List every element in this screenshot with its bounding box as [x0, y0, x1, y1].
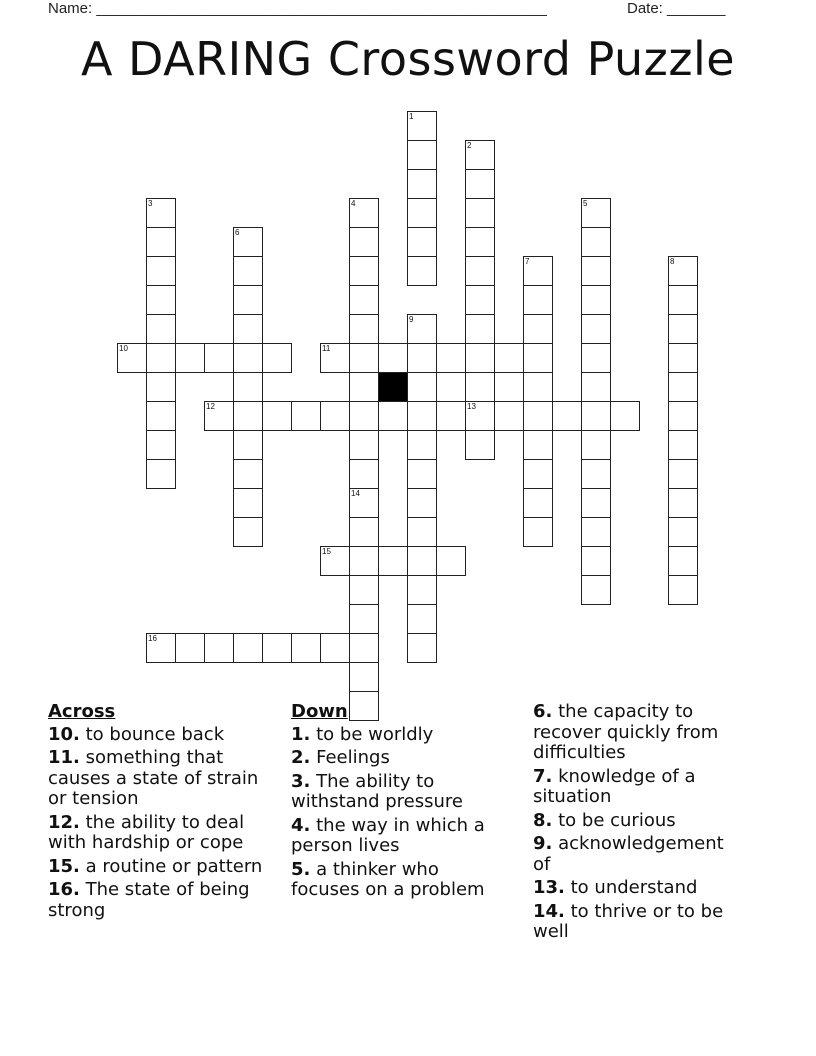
clue-text: something that causes a state of strain or tension [48, 747, 259, 809]
grid-cell[interactable] [581, 314, 611, 344]
clue-text: to bounce back [79, 723, 225, 745]
clue-down-3 [291, 772, 511, 813]
grid-cell[interactable] [581, 517, 611, 547]
grid-cell[interactable] [117, 343, 147, 373]
clue-text: to understand [564, 877, 698, 898]
grid-cell[interactable] [668, 314, 698, 344]
clue-number: 16. [48, 879, 80, 900]
grid-cell[interactable] [262, 343, 292, 373]
clue-number-label: 2 [467, 141, 472, 150]
clue-number-label: 13 [467, 402, 476, 411]
grid-cell[interactable] [407, 372, 437, 402]
grid-cell[interactable] [465, 256, 495, 286]
clue-number-label: 9 [409, 315, 414, 324]
grid-cell[interactable] [320, 401, 350, 431]
grid-cell[interactable] [320, 546, 350, 576]
grid-cell[interactable] [581, 227, 611, 257]
grid-cell[interactable] [233, 633, 263, 663]
grid-cell[interactable] [204, 343, 234, 373]
clue-number-label: 14 [351, 489, 360, 498]
grid-cell[interactable] [523, 314, 553, 344]
grid-cell[interactable] [407, 517, 437, 547]
grid-cell[interactable] [668, 401, 698, 431]
clue-text: the way in which a person lives [291, 814, 485, 856]
grid-cell[interactable] [146, 633, 176, 663]
grid-cell[interactable] [146, 314, 176, 344]
grid-cell[interactable] [523, 430, 553, 460]
clue-number: 15. [48, 855, 80, 877]
grid-cell[interactable] [349, 285, 379, 315]
grid-cell[interactable] [465, 314, 495, 344]
clue-down-2 [291, 748, 511, 769]
clue-text: to be curious [552, 809, 676, 831]
grid-cell[interactable] [407, 169, 437, 199]
grid-cell[interactable] [233, 314, 263, 344]
grid-cell[interactable] [349, 517, 379, 547]
across-clues [48, 702, 278, 924]
clue-down-7 [533, 767, 743, 808]
clue-number-label: 15 [322, 547, 331, 556]
clue-number: 14. [533, 900, 565, 922]
grid-cell[interactable] [233, 401, 263, 431]
grid-cell[interactable] [349, 343, 379, 373]
grid-cell[interactable] [349, 488, 379, 518]
grid-cell[interactable] [523, 372, 553, 402]
clue-number: 10. [48, 723, 80, 745]
grid-cell[interactable] [291, 401, 321, 431]
clue-number: 11. [48, 747, 80, 768]
clue-number-label: 6 [235, 228, 240, 237]
across-heading: Across [48, 701, 116, 722]
grid-cell[interactable] [349, 227, 379, 257]
clue-across-16 [48, 880, 278, 921]
clue-text: the capacity to recover quickly from difficulties [533, 701, 719, 763]
clue-number-label: 16 [148, 634, 157, 643]
grid-cell[interactable] [668, 459, 698, 489]
grid-cell[interactable] [233, 285, 263, 315]
grid-cell[interactable] [349, 256, 379, 286]
grid-cell[interactable] [668, 575, 698, 605]
grid-cell[interactable] [407, 227, 437, 257]
grid-cell[interactable] [233, 430, 263, 460]
grid-cell[interactable] [581, 343, 611, 373]
grid-cell[interactable] [146, 198, 176, 228]
grid-cell[interactable] [523, 285, 553, 315]
grid-cell[interactable] [436, 401, 466, 431]
grid-cell[interactable] [349, 546, 379, 576]
clue-text: the ability to deal with hardship or cope [48, 811, 245, 853]
clue-text: a routine or pattern [79, 855, 263, 877]
clue-number: 8. [533, 809, 553, 831]
grid-cell[interactable] [581, 575, 611, 605]
clue-text: Feelings [310, 747, 390, 768]
clue-number: 3. [291, 770, 311, 792]
grid-cell[interactable] [233, 488, 263, 518]
grid-cell[interactable] [233, 459, 263, 489]
clue-number: 7. [533, 765, 553, 787]
grid-cell[interactable] [523, 459, 553, 489]
grid-cell[interactable] [407, 343, 437, 373]
grid-cell[interactable] [668, 546, 698, 576]
grid-cell[interactable] [668, 372, 698, 402]
grid-cell[interactable] [407, 459, 437, 489]
clue-number-label: 5 [583, 199, 588, 208]
clue-down-4 [291, 816, 511, 857]
grid-cell[interactable] [175, 343, 205, 373]
black-cell [378, 372, 408, 402]
grid-cell[interactable] [349, 372, 379, 402]
grid-cell[interactable] [523, 488, 553, 518]
grid-cell[interactable] [407, 488, 437, 518]
grid-cell[interactable] [581, 372, 611, 402]
grid-cell[interactable] [407, 604, 437, 634]
clue-number: 4. [291, 814, 311, 836]
grid-cell[interactable] [233, 343, 263, 373]
down-clues [291, 702, 511, 904]
clue-down-5 [291, 860, 511, 901]
down-clues-continued [533, 702, 743, 946]
grid-cell[interactable] [407, 430, 437, 460]
clue-number-label: 12 [206, 402, 215, 411]
clue-text: acknowledgement of [533, 833, 724, 875]
grid-cell[interactable] [349, 401, 379, 431]
clue-down-6 [533, 702, 743, 764]
grid-cell[interactable] [349, 604, 379, 634]
grid-cell[interactable] [668, 285, 698, 315]
grid-cell[interactable] [407, 198, 437, 228]
clue-across-10 [48, 725, 278, 746]
grid-cell[interactable] [233, 256, 263, 286]
grid-cell[interactable] [668, 430, 698, 460]
clue-down-14 [533, 902, 743, 943]
clue-text: to be worldly [310, 723, 434, 745]
grid-cell[interactable] [465, 140, 495, 170]
grid-cell[interactable] [407, 546, 437, 576]
grid-cell[interactable] [465, 372, 495, 402]
clue-number: 9. [533, 833, 553, 854]
clue-down-13 [533, 878, 743, 899]
grid-cell[interactable] [523, 256, 553, 286]
grid-cell[interactable] [146, 372, 176, 402]
grid-cell[interactable] [349, 575, 379, 605]
grid-cell[interactable] [146, 285, 176, 315]
grid-cell[interactable] [581, 546, 611, 576]
grid-cell[interactable] [204, 401, 234, 431]
clue-down-9 [533, 834, 743, 875]
grid-cell[interactable] [668, 343, 698, 373]
grid-cell[interactable] [378, 343, 408, 373]
clue-number-label: 1 [409, 112, 414, 121]
grid-cell[interactable] [378, 546, 408, 576]
grid-cell[interactable] [262, 401, 292, 431]
grid-cell[interactable] [233, 227, 263, 257]
grid-cell[interactable] [465, 198, 495, 228]
grid-cell[interactable] [465, 227, 495, 257]
puzzle-title: A DARING Crossword Puzzle [80, 32, 736, 86]
grid-cell[interactable] [523, 343, 553, 373]
clue-number-label: 4 [351, 199, 356, 208]
grid-cell[interactable] [407, 314, 437, 344]
grid-cell[interactable] [581, 430, 611, 460]
grid-cell[interactable] [523, 401, 553, 431]
clue-number: 13. [533, 877, 565, 898]
clue-number-label: 8 [670, 257, 675, 266]
grid-cell[interactable] [581, 488, 611, 518]
grid-cell[interactable] [349, 430, 379, 460]
grid-cell[interactable] [291, 633, 321, 663]
grid-cell[interactable] [436, 343, 466, 373]
down-heading: Down [291, 701, 348, 722]
grid-cell[interactable] [610, 401, 640, 431]
grid-cell[interactable] [233, 372, 263, 402]
clue-text: to thrive or to be well [533, 900, 724, 942]
name-field[interactable]: Name: ______________________________________________________ [48, 0, 547, 17]
grid-cell[interactable] [320, 633, 350, 663]
clue-text: The state of being strong [48, 879, 250, 921]
grid-cell[interactable] [494, 401, 524, 431]
grid-cell[interactable] [407, 140, 437, 170]
clue-number-label: 11 [322, 344, 331, 353]
grid-cell[interactable] [175, 633, 205, 663]
grid-cell[interactable] [204, 633, 234, 663]
grid-cell[interactable] [262, 633, 292, 663]
clue-across-12 [48, 813, 278, 854]
clue-number: 1. [291, 723, 311, 745]
grid-cell[interactable] [146, 343, 176, 373]
grid-cell[interactable] [581, 256, 611, 286]
grid-cell[interactable] [407, 575, 437, 605]
grid-cell[interactable] [378, 401, 408, 431]
grid-cell[interactable] [146, 430, 176, 460]
grid-cell[interactable] [523, 517, 553, 547]
clue-number: 6. [533, 701, 553, 722]
grid-cell[interactable] [407, 633, 437, 663]
grid-cell[interactable] [494, 343, 524, 373]
grid-cell[interactable] [465, 285, 495, 315]
clue-number-label: 7 [525, 257, 530, 266]
grid-cell[interactable] [581, 459, 611, 489]
grid-cell[interactable] [668, 517, 698, 547]
grid-cell[interactable] [407, 111, 437, 141]
grid-cell[interactable] [581, 198, 611, 228]
grid-cell[interactable] [146, 459, 176, 489]
date-field[interactable]: Date: _______ [627, 0, 726, 17]
grid-cell[interactable] [349, 633, 379, 663]
clue-number: 5. [291, 858, 311, 880]
grid-cell[interactable] [349, 662, 379, 692]
clue-text: a thinker who focuses on a problem [291, 858, 485, 900]
grid-cell[interactable] [407, 256, 437, 286]
clue-number-label: 3 [148, 199, 153, 208]
grid-cell[interactable] [146, 227, 176, 257]
grid-cell[interactable] [436, 546, 466, 576]
grid-cell[interactable] [465, 169, 495, 199]
grid-cell[interactable] [465, 401, 495, 431]
clue-number: 12. [48, 811, 80, 833]
grid-cell[interactable] [581, 401, 611, 431]
grid-cell[interactable] [349, 314, 379, 344]
grid-cell[interactable] [668, 256, 698, 286]
grid-cell[interactable] [146, 256, 176, 286]
grid-cell[interactable] [668, 488, 698, 518]
grid-cell[interactable] [146, 401, 176, 431]
clue-number: 2. [291, 747, 311, 768]
clue-across-11 [48, 748, 278, 810]
clue-text: The ability to withstand pressure [291, 770, 463, 812]
clue-number-label: 10 [119, 344, 128, 353]
clue-text: knowledge of a situation [533, 765, 696, 807]
clue-across-15 [48, 857, 278, 878]
grid-cell[interactable] [349, 459, 379, 489]
grid-cell[interactable] [320, 343, 350, 373]
grid-cell[interactable] [349, 198, 379, 228]
clue-down-1 [291, 725, 511, 746]
grid-cell[interactable] [465, 343, 495, 373]
grid-cell[interactable] [581, 285, 611, 315]
grid-cell[interactable] [407, 401, 437, 431]
grid-cell[interactable] [552, 401, 582, 431]
grid-cell[interactable] [465, 430, 495, 460]
clue-down-8 [533, 811, 743, 832]
grid-cell[interactable] [233, 517, 263, 547]
